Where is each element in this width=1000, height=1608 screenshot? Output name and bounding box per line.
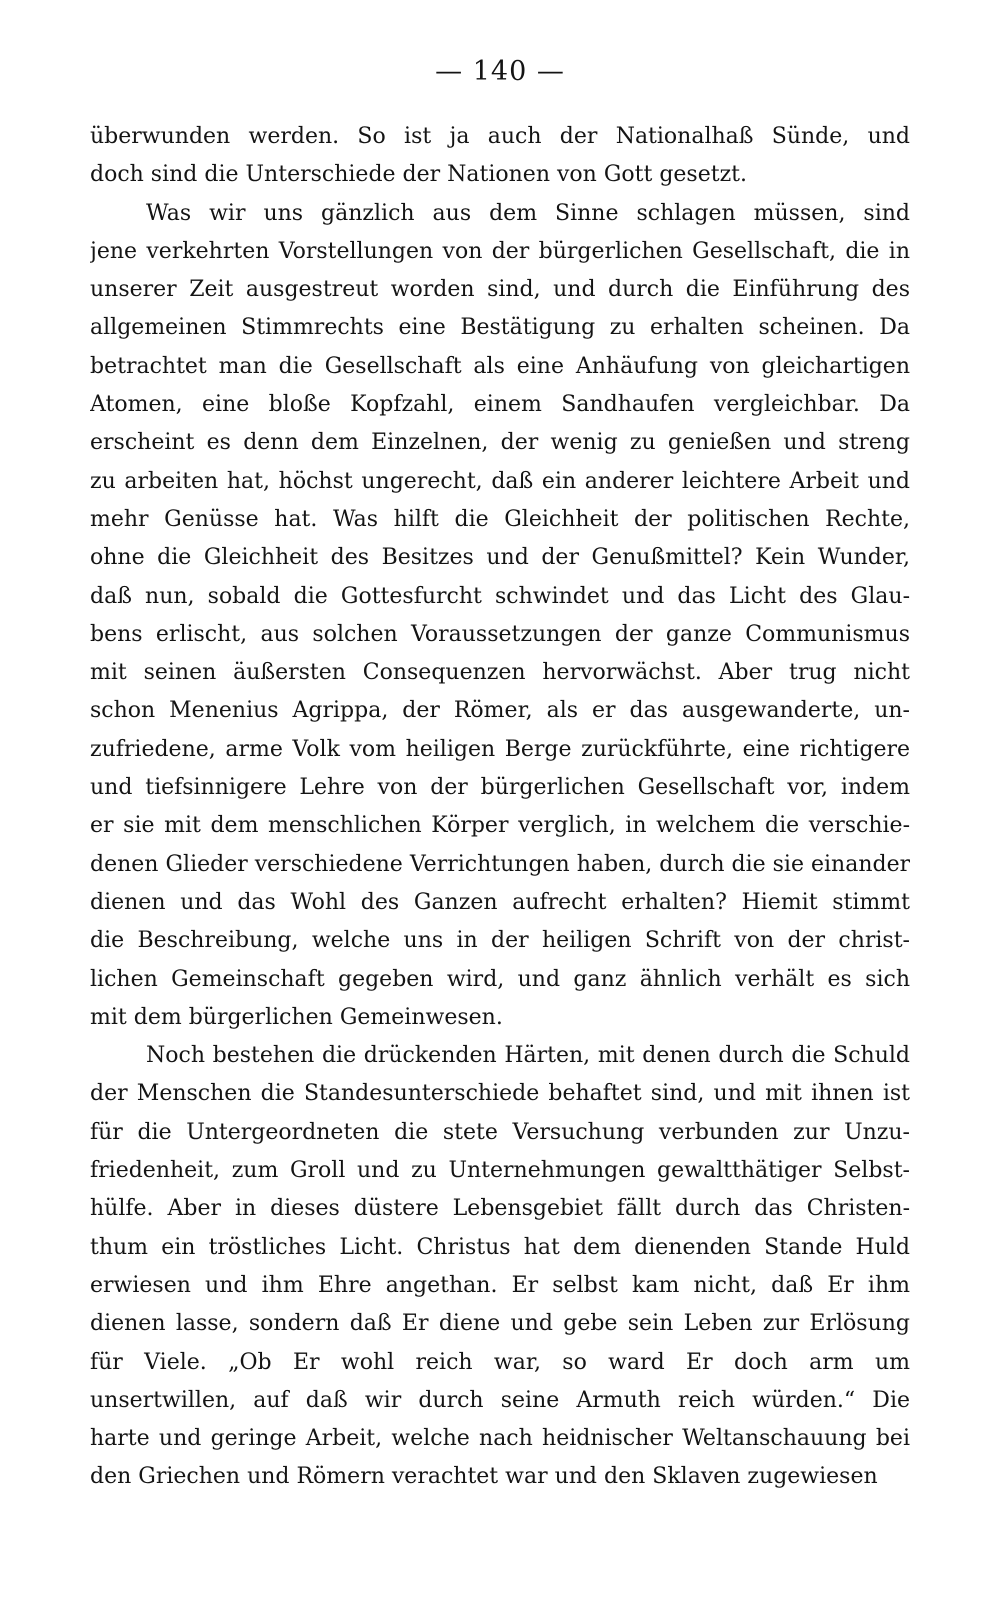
text-line: hülfe. Aber in dieses düstere Lebensgebiet fällt durch das Christen- (90, 1196, 910, 1222)
text-line: die Beschreibung, welche uns in der heiligen Schrift von der christ- (90, 928, 910, 954)
text-line: daß nun, sobald die Gottesfurcht schwindet und das Licht des Glau- (90, 583, 910, 609)
text-line: erscheint es denn dem Einzelnen, der wenig zu genießen und streng (90, 430, 910, 456)
text-line: harte und geringe Arbeit, welche nach heidnischer Weltanschauung bei (90, 1426, 910, 1452)
text-body (90, 118, 910, 1497)
text-line: schon Menenius Agrippa, der Römer, als er das ausgewanderte, un- (90, 698, 910, 724)
text-line: zu arbeiten hat, höchst ungerecht, daß ein anderer leichtere Arbeit und (90, 468, 910, 494)
text-line: betrachtet man die Gesellschaft als eine Anhäufung von gleichartigen (90, 353, 910, 379)
text-line: allgemeinen Stimmrechts eine Bestätigung zu erhalten scheinen. Da (90, 315, 910, 341)
text-line: bens erlischt, aus solchen Voraussetzungen der ganze Communismus (90, 621, 910, 647)
page-number: — 140 — (435, 56, 565, 87)
text-line: jene verkehrten Vorstellungen von der bürgerlichen Gesellschaft, die in (90, 238, 910, 264)
text-line: der Menschen die Standesunterschiede behaftet sind, und mit ihnen ist (90, 1081, 910, 1107)
text-line: unsertwillen, auf daß wir durch seine Armuth reich würden.“ Die (90, 1387, 910, 1413)
text-line: Atomen, eine bloße Kopfzahl, einem Sandhaufen vergleichbar. Da (90, 392, 910, 418)
text-line: mit seinen äußersten Consequenzen hervorwächst. Aber trug nicht (90, 660, 910, 686)
text-line: lichen Gemeinschaft gegeben wird, und ganz ähnlich verhält es sich (90, 966, 910, 992)
text-line: denen Glieder verschiedene Verrichtungen haben, durch die sie einander (90, 851, 910, 877)
text-line: thum ein tröstliches Licht. Christus hat dem dienenden Stande Huld (90, 1234, 910, 1260)
text-line: Noch bestehen die drückenden Härten, mit denen durch die Schuld (146, 1043, 910, 1069)
text-line: überwunden werden. So ist ja auch der Nationalhaß Sünde, und (90, 124, 910, 149)
text-line: er sie mit dem menschlichen Körper verglich, in welchem die verschie- (90, 813, 910, 839)
text-line: ohne die Gleichheit des Besitzes und der Genußmittel? Kein Wunder, (90, 545, 910, 571)
text-line: und tiefsinnigere Lehre von der bürgerlichen Gesellschaft vor, indem (90, 775, 910, 801)
text-line: erwiesen und ihm Ehre angethan. Er selbst kam nicht, daß Er ihm (90, 1272, 910, 1298)
text-line: Was wir uns gänzlich aus dem Sinne schlagen müssen, sind (146, 200, 910, 226)
text-line: den Griechen und Römern verachtet war und den Sklaven zugewiesen (90, 1464, 878, 1490)
text-line: für die Untergeordneten die stete Versuchung verbunden zur Unzu- (90, 1119, 910, 1145)
paragraph (90, 1037, 910, 1497)
text-line: dienen und das Wohl des Ganzen aufrecht erhalten? Hiemit stimmt (90, 889, 910, 915)
text-line: zufriedene, arme Volk vom heiligen Berge zurückführte, eine richtigere (90, 736, 910, 762)
paragraph (90, 118, 910, 195)
paragraph (90, 195, 910, 1038)
text-line: unserer Zeit ausgestreut worden sind, und durch die Einführung des (90, 277, 910, 303)
text-line: mehr Genüsse hat. Was hilft die Gleichheit der politischen Rechte, (90, 506, 910, 532)
text-line: doch sind die Unterschiede der Nationen von Gott gesetzt. (90, 162, 747, 188)
text-line: für Viele. „Ob Er wohl reich war, so ward Er doch arm um (90, 1349, 910, 1375)
text-line: friedenheit, zum Groll und zu Unternehmungen gewaltthätiger Selbst- (90, 1158, 910, 1184)
text-line: mit dem bürgerlichen Gemeinwesen. (90, 1004, 503, 1030)
text-line: dienen lasse, sondern daß Er diene und gebe sein Leben zur Erlösung (90, 1311, 910, 1337)
